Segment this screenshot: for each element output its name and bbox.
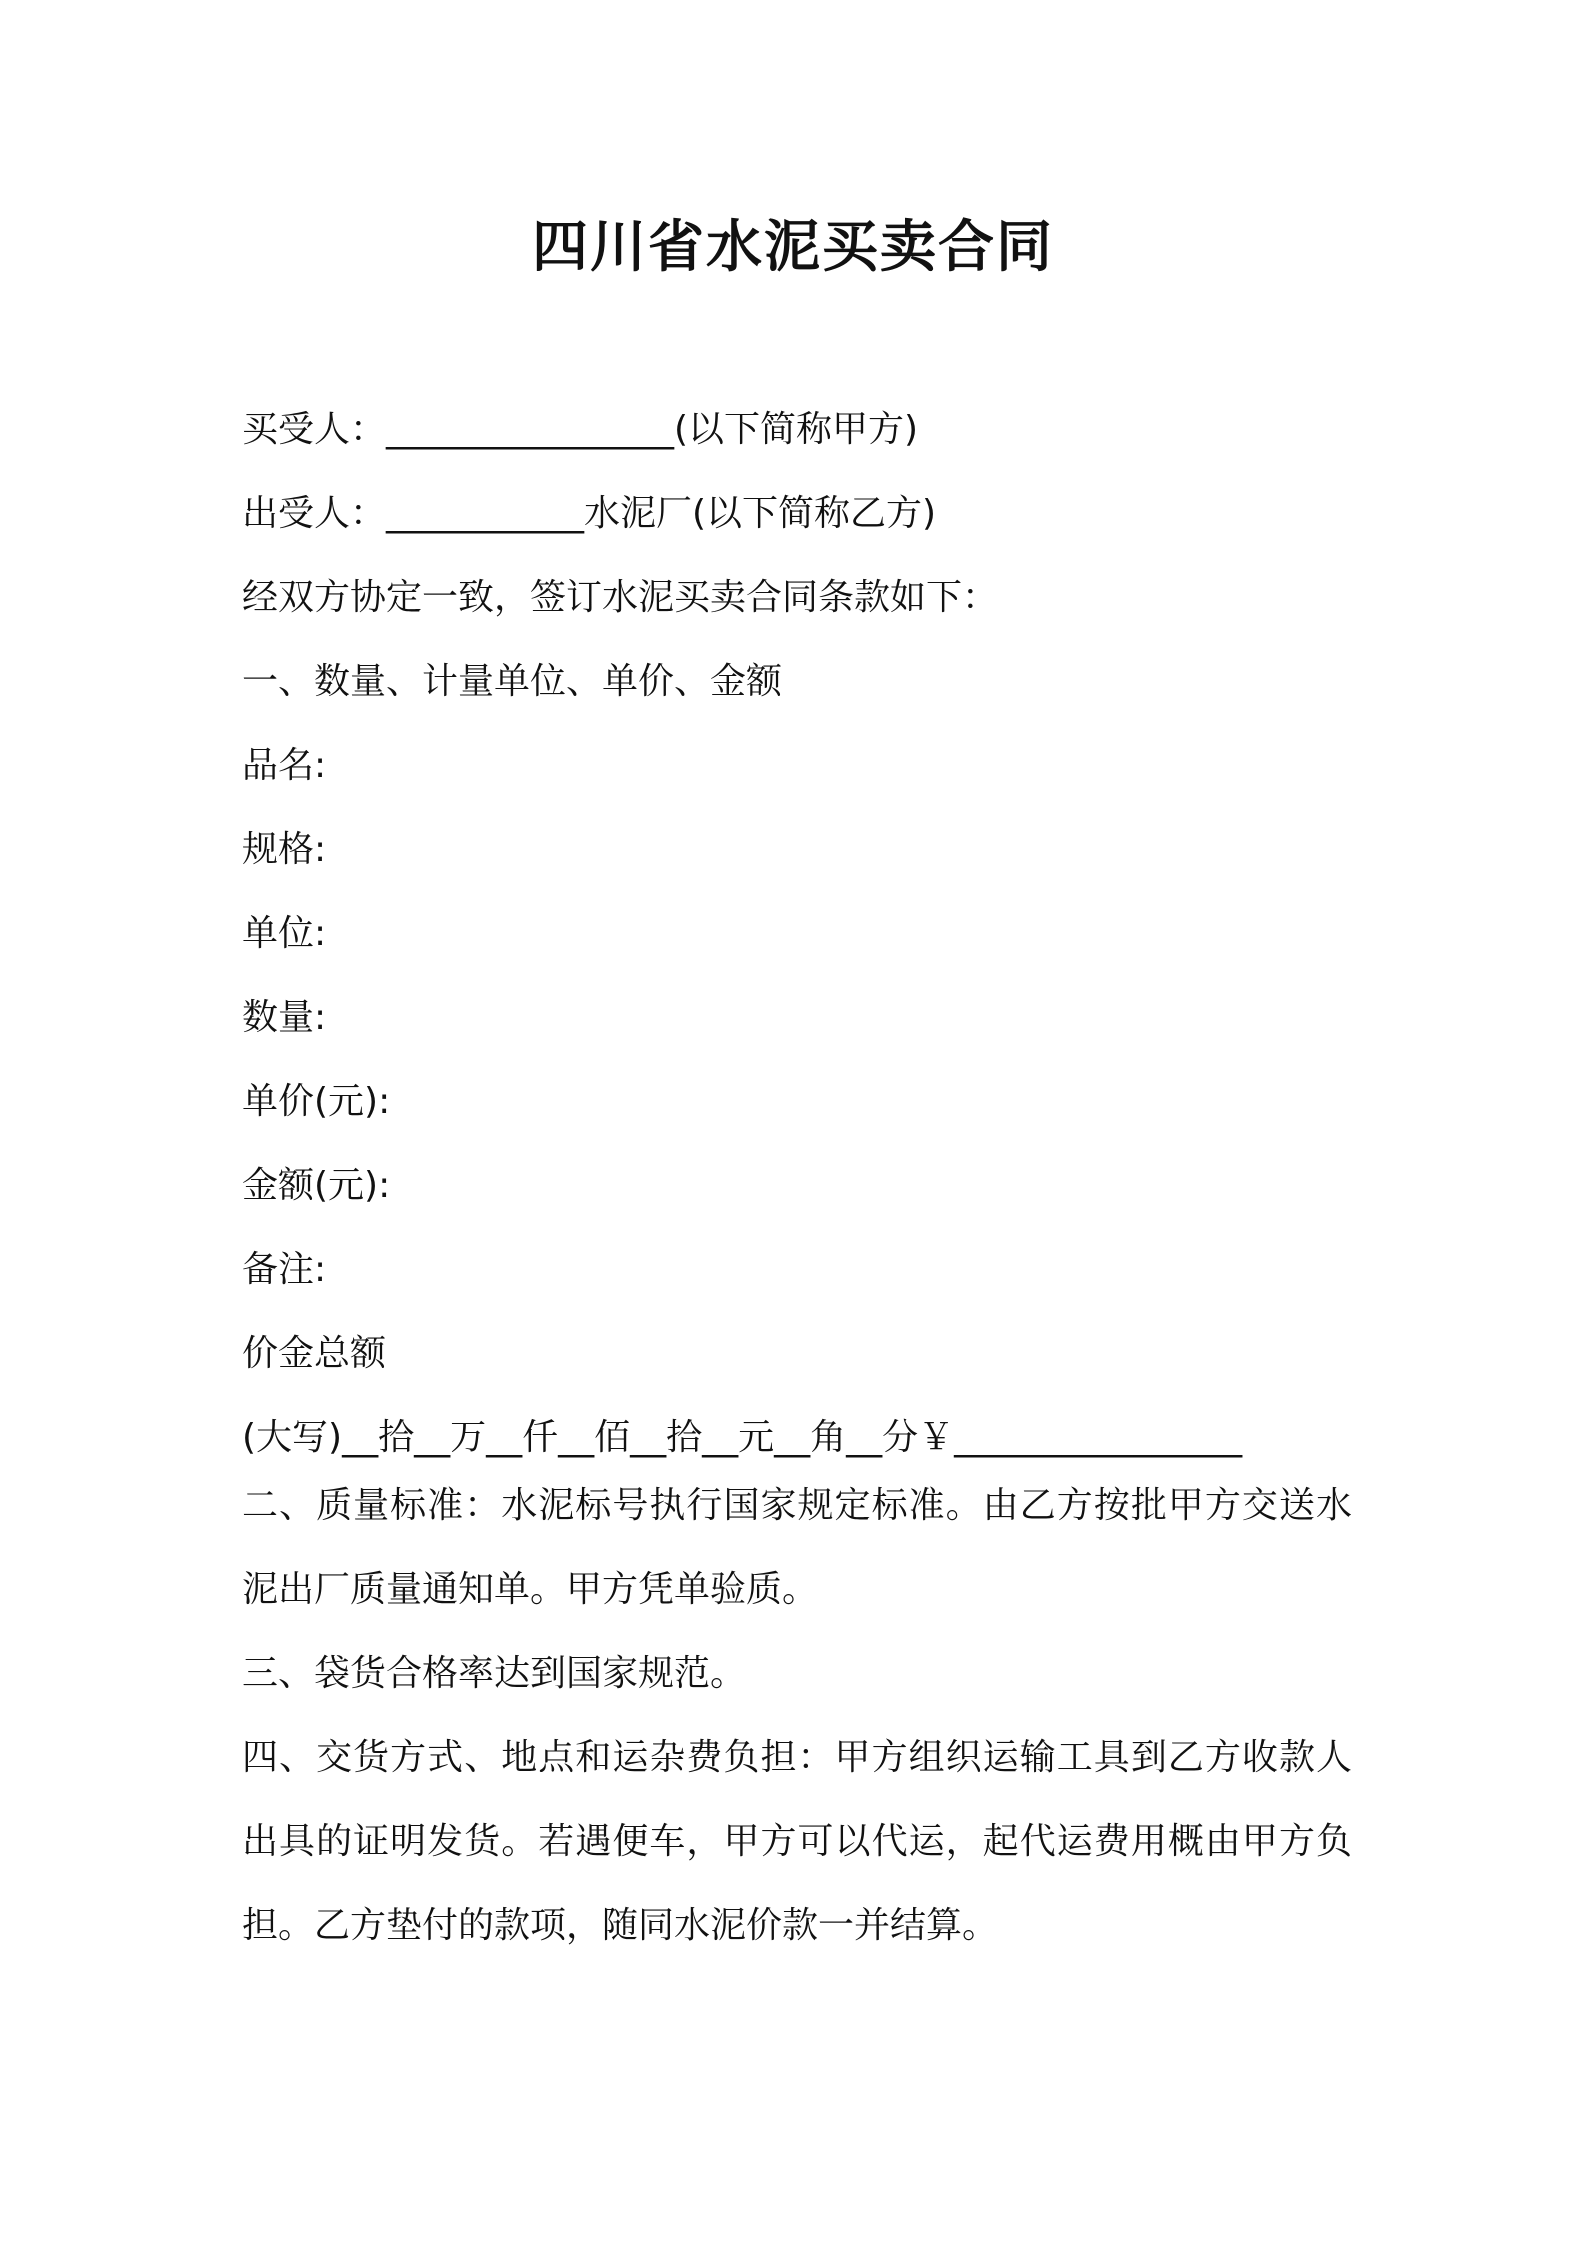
seller-line: 出受人：___________水泥厂(以下简称乙方): [242, 493, 937, 534]
section-2-quality-standard: 二、质量标准：水泥标号执行国家规定标准。由乙方按批甲方交送水泥出厂质量通知单。甲方凭单验质。: [242, 1485, 1352, 1610]
product-name-field: 品名:: [242, 745, 327, 786]
unit-price-field: 单价(元):: [242, 1081, 391, 1122]
specification-field: 规格:: [242, 829, 327, 870]
section-1-heading: 一、数量、计量单位、单价、金额: [242, 661, 783, 702]
quantity-field: 数量:: [242, 997, 327, 1038]
agreement-intro: 经双方协定一致，签订水泥买卖合同条款如下：: [242, 577, 999, 618]
amount-field: 金额(元):: [242, 1165, 391, 1206]
buyer-line: 买受人：________________(以下简称甲方): [242, 409, 919, 450]
total-in-words-line: (大写)__拾__万__仟__佰__拾__元__角__分￥________________: [242, 1417, 1243, 1458]
remarks-field: 备注:: [242, 1249, 327, 1290]
total-price-label: 价金总额: [242, 1333, 387, 1374]
section-3-qualification-rate: 三、袋货合格率达到国家规范。: [242, 1653, 747, 1694]
section-4-delivery-terms: 四、交货方式、地点和运杂费负担：甲方组织运输工具到乙方收款人出具的证明发货。若遇便车，甲方可以代运，起代运费用概由甲方负担。乙方垫付的款项，随同水泥价款一并结算。: [242, 1737, 1352, 1946]
document-title: 四川省水泥买卖合同: [532, 215, 1054, 280]
document-body: [242, 405, 1352, 1968]
unit-field: 单位:: [242, 913, 327, 954]
